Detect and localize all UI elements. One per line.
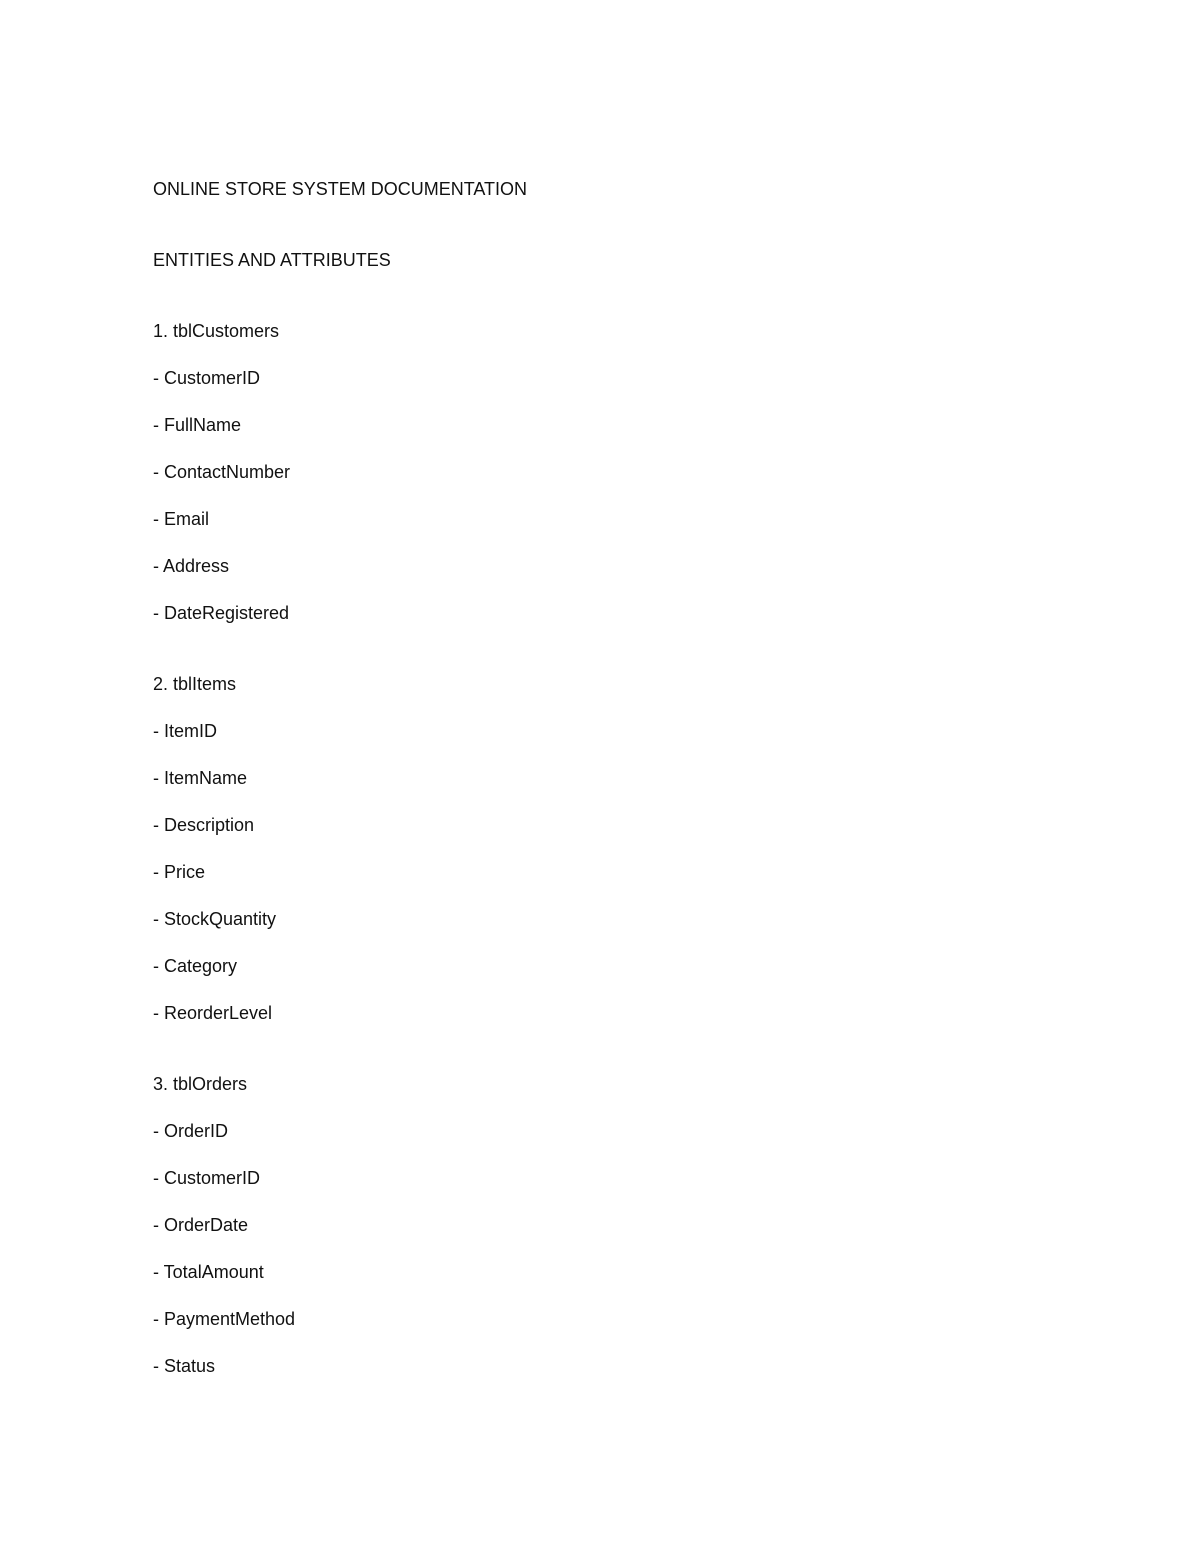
attribute-item: - Price	[153, 862, 206, 882]
attribute-item: - ReorderLevel	[153, 1003, 273, 1023]
attribute-item: - ItemName	[153, 768, 248, 788]
attribute-item: - Category	[153, 956, 238, 976]
document-title: ONLINE STORE SYSTEM DOCUMENTATION	[153, 179, 528, 199]
attribute-item: - Address	[153, 556, 230, 576]
attribute-item: - ItemID	[153, 721, 218, 741]
attribute-item: - StockQuantity	[153, 909, 277, 929]
attribute-item: - TotalAmount	[153, 1262, 264, 1282]
entity-heading-items: 2. tblItems	[153, 674, 237, 694]
entity-heading-orders: 3. tblOrders	[153, 1074, 248, 1094]
section-heading: ENTITIES AND ATTRIBUTES	[153, 250, 391, 270]
entity-heading-customers: 1. tblCustomers	[153, 321, 280, 341]
attribute-item: - DateRegistered	[153, 603, 290, 623]
attribute-item: - OrderID	[153, 1121, 229, 1141]
attribute-item: - CustomerID	[153, 368, 261, 388]
attribute-item: - ContactNumber	[153, 462, 291, 482]
attribute-item: - FullName	[153, 415, 242, 435]
attribute-item: - Status	[153, 1356, 216, 1376]
attribute-item: - CustomerID	[153, 1168, 261, 1188]
attribute-item: - Email	[153, 509, 210, 529]
attribute-item: - PaymentMethod	[153, 1309, 296, 1329]
attribute-item: - OrderDate	[153, 1215, 249, 1235]
attribute-item: - Description	[153, 815, 255, 835]
